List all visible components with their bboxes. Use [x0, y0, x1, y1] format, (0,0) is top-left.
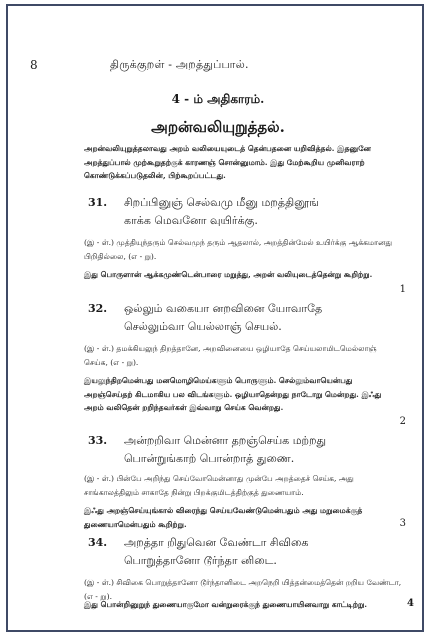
footer-text: இது பொன்றினுறுந் துணையாகுமோ வன்றுரைக்குந் துணையாயினவாறு காட்டிற்று.: [84, 600, 367, 609]
verse-33: [88, 434, 326, 467]
verse-number: 31.: [88, 196, 108, 209]
verse-32-gloss: இயலுந்திறமென்பது மனமொழிமெய்களும் பொருளும். செல்லும்வாயென்பது அறஞ்செய்தற் கிடமாகிய பல விடங்களும். ஒழியாதென்றது நாடோறு மென்றது. இஃது அறம் வலிதென் றறிந்தவர்கள் இவ்வாறு செய்க வென்றது.: [84, 376, 382, 412]
verse-33-gloss: இஃது அறஞ்செய்யுங்கால் விரைந்து செய்யவேண்டுமென்பதும் அது மறுமைக்குத் துணையாமென்பதும் கூறிற்று.: [84, 506, 363, 529]
verse-line-1: அன்றறிவா மென்னா தறஞ்செய்க மற்றது: [124, 434, 327, 447]
page-footer: [84, 600, 414, 610]
verse-number: 33.: [88, 434, 108, 447]
verse-32-marker: 2: [399, 416, 406, 427]
verse-33-commentary: (இ - ள்.) பின்பே அறிந்து செய்வோமென்னாது முன்பே அறத்தைச் செய்க, அது சாங்காலத்திலும் சாகாதே நின்று பிறக்குமிடத்திற்குத் துணையாம்.: [84, 474, 354, 497]
verse-31: [88, 196, 319, 229]
verse-line-1: அறத்தா றிதுவென வேண்டா சிவிகை: [124, 536, 309, 549]
verse-31-commentary: (இ - ள்.) முத்தியுந்தரும் செல்வமுந் தரும் ஆதலால், அறத்தின்மேல் உயிர்க்கு ஆக்கமானது பிறிதில்லை, (எ - று).: [84, 238, 393, 261]
chapter-title: அறன்வலியுறுத்தல்.: [151, 118, 285, 136]
verse-34-marker: 4: [407, 598, 414, 609]
verse-line-1: ஒல்லும் வகையா னறவினை யோவாதே: [124, 302, 323, 315]
verse-31-gloss: இது பொருளான் ஆக்கமுண்டென்பாரை மறுத்து, அறன் வலியுடைத்தென்று கூறிற்று.: [84, 270, 373, 279]
verse-32: [88, 302, 322, 335]
verse-33-marker: 3: [399, 518, 406, 529]
verse-line-2: செல்லும்வா யெல்லாஞ் செயல்.: [124, 320, 282, 333]
verse-number: 32.: [88, 302, 108, 315]
verse-34: [88, 536, 308, 569]
verse-32-commentary: (இ - ள்.) தமக்கியலுந் திறத்தானே, அறவினையை ஒழியாதே செய்யலாமிடமெல்லாஞ் செய்க, (எ - று).: [84, 344, 377, 367]
book-page: [30, 44, 414, 628]
verse-number: 34.: [88, 536, 108, 549]
page-number: 8: [30, 58, 38, 72]
verse-line-2: பொறுத்தானோ டூர்ந்தா னிடை.: [124, 554, 277, 567]
verse-line-2: பொன்றுங்காற் பொன்றாத் துணை.: [124, 452, 295, 465]
chapter-intro: அறன்வலியுறுத்தலாவது அறம் வலியையுடைத் தென்பதனை யறிவித்தல். இதனுனே அறத்துப்பால் முற்கூறுதற்குக் காரணஞ் சொன்னுமாம். இது மேற்கூறிய முனிவராற் கொண்டுக்கப்படுதலின், பிற்கூறப்பட்டது.: [84, 144, 371, 180]
page-frame: [6, 4, 424, 632]
chapter-label: 4 - ம் அதிகாரம்.: [171, 92, 265, 106]
running-title: திருக்குறள் - அறத்துப்பால்.: [110, 58, 249, 71]
verse-line-1: சிறப்பினுஞ் செல்வமு மீனு மறத்தினூங்: [124, 196, 319, 209]
verse-34-commentary: (இ - ள்.) சிவிகை பொறுத்தானோ டூர்ந்தானிடை அறநெறி யித்தன்மைத்தென் றறிய வேண்டா, (எ - று).: [84, 578, 402, 601]
verse-line-2: காக்க மெவனோ வுயிர்க்கு.: [124, 214, 258, 227]
verse-31-marker: 1: [399, 284, 406, 295]
